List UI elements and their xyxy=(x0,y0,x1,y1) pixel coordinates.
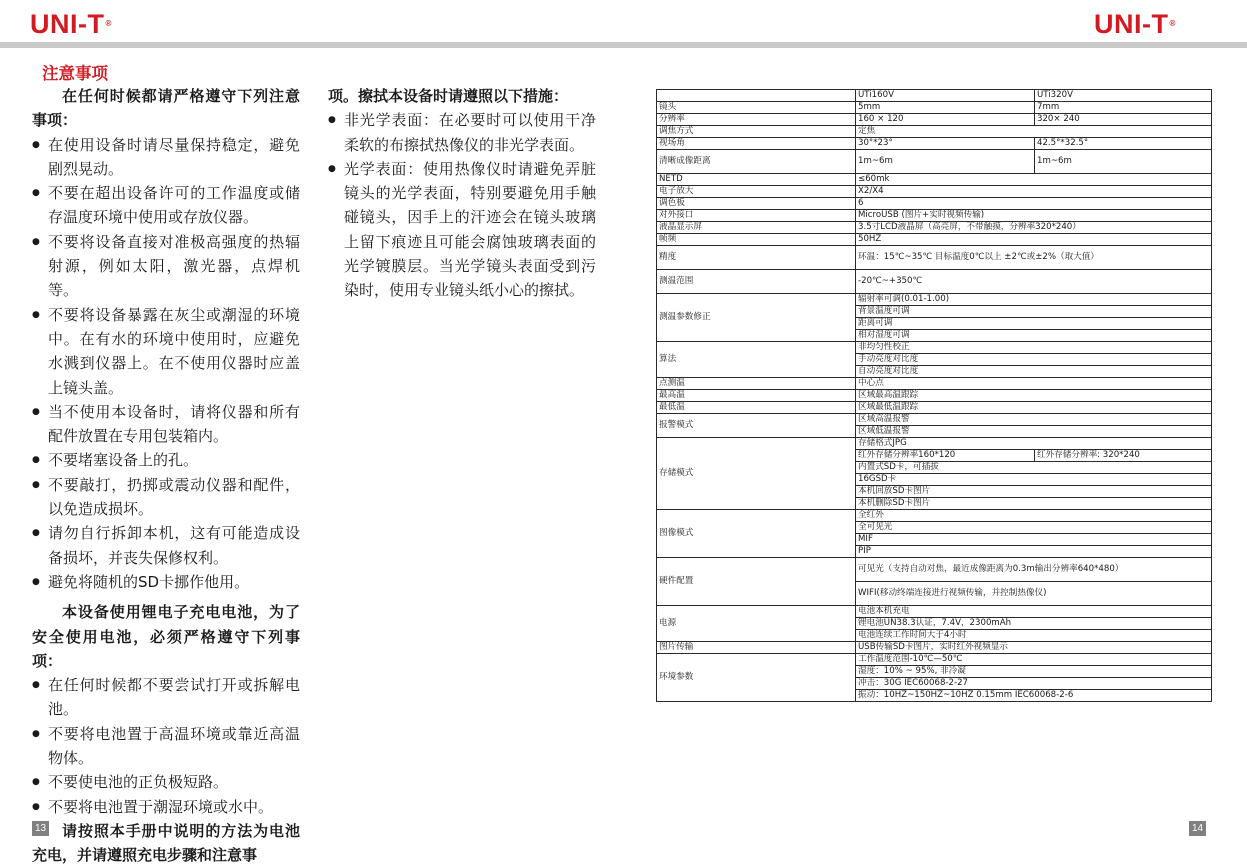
table-row xyxy=(657,186,1212,198)
table-cell: 最高温 xyxy=(657,390,856,402)
table-cell: 分辨率 xyxy=(657,114,856,126)
bullet-item: ● 不要将设备暴露在灰尘或潮湿的环境中。在有水的环境中使用时，应避免水溅到仪器上。在不使用仪器时应盖上镜头盖。 xyxy=(32,303,300,400)
bullet-item: ● 不要将电池置于高温环境或靠近高温物体。 xyxy=(32,722,300,771)
table-row xyxy=(657,270,1212,294)
table-cell: MIF xyxy=(856,534,1212,546)
table-cell: 算法 xyxy=(657,342,856,378)
table-cell: UTi320V xyxy=(1035,90,1212,102)
table-row xyxy=(657,606,1212,618)
table-cell: 电源 xyxy=(657,606,856,642)
table-cell: 距离可调 xyxy=(856,318,1212,330)
table-cell: 最低温 xyxy=(657,402,856,414)
table-cell: 区域最低温跟踪 xyxy=(856,402,1212,414)
table-row xyxy=(657,294,1212,306)
table-cell: 液晶显示屏 xyxy=(657,222,856,234)
table-cell: MicroUSB (图片+实时视频传输) xyxy=(856,210,1212,222)
table-row xyxy=(657,174,1212,186)
table-cell: 6 xyxy=(856,198,1212,210)
table-cell: 自动亮度对比度 xyxy=(856,366,1212,378)
table-cell: 湿度：10% ~ 95%, 非冷凝 xyxy=(856,666,1212,678)
bullet-item: ● 不要敲打，扔掷或震动仪器和配件，以免造成损坏。 xyxy=(32,473,300,522)
spec-table xyxy=(656,89,1212,702)
table-cell: 存储格式JPG xyxy=(856,438,1212,450)
table-cell: 红外存储分辨率160*120 xyxy=(856,450,1035,462)
table-cell: 对外接口 xyxy=(657,210,856,222)
table-cell: 存储模式 xyxy=(657,438,856,510)
table-cell: 本机回放SD卡图片 xyxy=(856,486,1212,498)
table-cell: 5mm xyxy=(856,102,1035,114)
table-cell: WIFI(移动终端连接进行视频传输，并控制热像仪) xyxy=(856,582,1212,606)
paragraph: 项。擦拭本设备时请遵照以下措施： xyxy=(328,87,569,105)
brand-logo-left: UNI-T® xyxy=(30,9,112,39)
table-row xyxy=(657,90,1212,102)
table-cell: 区域低温报警 xyxy=(856,426,1212,438)
table-cell: 16GSD卡 xyxy=(856,474,1212,486)
table-row xyxy=(657,378,1212,390)
page-number-left: 13 xyxy=(32,821,49,836)
table-row xyxy=(657,390,1212,402)
table-cell: 调色板 xyxy=(657,198,856,210)
table-cell: 本机删除SD卡图片 xyxy=(856,498,1212,510)
bullet-item: ● 在使用设备时请尽量保持稳定，避免剧烈晃动。 xyxy=(32,133,300,182)
text-column-2 xyxy=(328,84,596,303)
table-cell: X2/X4 xyxy=(856,186,1212,198)
table-cell: 电池连续工作时间大于4小时 xyxy=(856,630,1212,642)
table-cell: 测温参数修正 xyxy=(657,294,856,342)
bullet-item: ● 不要堵塞设备上的孔。 xyxy=(32,448,300,472)
table-row xyxy=(657,102,1212,114)
table-row xyxy=(657,210,1212,222)
bullet-item: ● 避免将随机的SD卡挪作他用。 xyxy=(32,570,300,594)
table-row xyxy=(657,234,1212,246)
table-row xyxy=(657,150,1212,174)
table-cell: 辐射率可调(0.01-1.00) xyxy=(856,294,1212,306)
table-row xyxy=(657,642,1212,654)
header-divider-bar xyxy=(0,42,1247,48)
bullet-item: ● 非光学表面：在必要时可以使用干净柔软的布擦拭热像仪的非光学表面。 xyxy=(328,108,596,157)
table-cell: 帧频 xyxy=(657,234,856,246)
bullet-item: ● 不要将电池置于潮湿环境或水中。 xyxy=(32,795,300,819)
table-cell: PIP xyxy=(856,546,1212,558)
table-row xyxy=(657,510,1212,522)
table-cell: -20℃~+350℃ xyxy=(856,270,1212,294)
table-cell: 320× 240 xyxy=(1035,114,1212,126)
paragraph: 请按照本手册中说明的方法为电池充电，并请遵照充电步骤和注意事 xyxy=(32,821,300,865)
table-cell: 160 × 120 xyxy=(856,114,1035,126)
table-cell: 清晰成像距离 xyxy=(657,150,856,174)
table-cell: 红外存储分辨率: 320*240 xyxy=(1035,450,1212,462)
table-cell: 中心点 xyxy=(856,378,1212,390)
table-cell: 图片传输 xyxy=(657,642,856,654)
table-cell: 视场角 xyxy=(657,138,856,150)
table-cell: 工作温度范围-10℃—50℃ xyxy=(856,654,1212,666)
table-cell: 环境参数 xyxy=(657,654,856,702)
table-row xyxy=(657,414,1212,426)
table-row xyxy=(657,246,1212,270)
table-cell: 定焦 xyxy=(856,126,1212,138)
table-cell: 区域高温报警 xyxy=(856,414,1212,426)
table-cell: 振动：10HZ~150HZ~10HZ 0.15mm IEC60068-2-6 xyxy=(856,690,1212,702)
table-cell: 内置式SD卡，可插拔 xyxy=(856,462,1212,474)
bullet-item: ● 光学表面：使用热像仪时请避免弄脏镜头的光学表面，特别要避免用手触碰镜头，因手上的汗迹会在镜头玻璃上留下痕迹且可能会腐蚀玻璃表面的光学镀膜层。当光学镜头表面受到污染时，使用专业镜头纸小心的擦拭。 xyxy=(328,157,596,303)
table-cell: 1m~6m xyxy=(856,150,1035,174)
table-cell: 可见光（支持自动对焦，最近成像距离为0.3m输出分辨率640*480） xyxy=(856,558,1212,582)
table-row xyxy=(657,198,1212,210)
table-row xyxy=(657,558,1212,582)
table-cell: 42.5°*32.5° xyxy=(1035,138,1212,150)
table-cell: 测温范围 xyxy=(657,270,856,294)
table-cell: 1m~6m xyxy=(1035,150,1212,174)
table-cell xyxy=(657,90,856,102)
page-title: 注意事项 xyxy=(42,64,108,83)
table-row xyxy=(657,438,1212,450)
table-row xyxy=(657,654,1212,666)
paragraph: 在任何时候都请严格遵守下列注意事项： xyxy=(32,87,300,130)
table-cell: 相对湿度可调 xyxy=(856,330,1212,342)
table-cell: 镜头 xyxy=(657,102,856,114)
table-cell: 锂电池UN38.3认证，7.4V，2300mAh xyxy=(856,618,1212,630)
table-cell: 冲击：30G IEC60068-2-27 xyxy=(856,678,1212,690)
table-cell: 手动亮度对比度 xyxy=(856,354,1212,366)
table-cell: 图像模式 xyxy=(657,510,856,558)
table-row xyxy=(657,222,1212,234)
bullet-item: ● 不要在超出设备许可的工作温度或储存温度环境中使用或存放仪器。 xyxy=(32,181,300,230)
table-row xyxy=(657,126,1212,138)
bullet-item: ● 当不使用本设备时，请将仪器和所有配件放置在专用包装箱内。 xyxy=(32,400,300,449)
table-cell: 报警模式 xyxy=(657,414,856,438)
table-cell: NETD xyxy=(657,174,856,186)
table-cell: 硬件配置 xyxy=(657,558,856,606)
table-cell: 全红外 xyxy=(856,510,1212,522)
bullet-item: ● 在任何时候都不要尝试打开或拆解电池。 xyxy=(32,673,300,722)
table-cell: 电子放大 xyxy=(657,186,856,198)
table-cell: 3.5寸LCD液晶屏（高亮屏，不带触摸，分辨率320*240） xyxy=(856,222,1212,234)
table-cell: 精度 xyxy=(657,246,856,270)
table-cell: 点测温 xyxy=(657,378,856,390)
table-cell: 背景温度可调 xyxy=(856,306,1212,318)
paragraph: 本设备使用锂电子充电电池，为了安全使用电池，必须严格遵守下列事项： xyxy=(32,603,300,670)
table-cell: 区域最高温跟踪 xyxy=(856,390,1212,402)
brand-logo-right: UNI-T® xyxy=(1094,9,1176,39)
table-row xyxy=(657,138,1212,150)
table-row xyxy=(657,402,1212,414)
text-column-1 xyxy=(32,84,300,868)
table-cell: ≤60mk xyxy=(856,174,1212,186)
table-row xyxy=(657,342,1212,354)
page-number-right: 14 xyxy=(1189,821,1206,836)
bullet-item: ● 不要将设备直接对准极高强度的热辐射源，例如太阳，激光器，点焊机等。 xyxy=(32,230,300,303)
table-cell: 调焦方式 xyxy=(657,126,856,138)
table-row xyxy=(657,114,1212,126)
table-cell: 电池本机充电 xyxy=(856,606,1212,618)
table-cell: UTi160V xyxy=(856,90,1035,102)
table-cell: 30°*23° xyxy=(856,138,1035,150)
table-cell: 7mm xyxy=(1035,102,1212,114)
table-cell: 非均匀性校正 xyxy=(856,342,1212,354)
bullet-item: ● 请勿自行拆卸本机，这有可能造成设备损坏，并丧失保修权利。 xyxy=(32,521,300,570)
bullet-item: ● 不要使电池的正负极短路。 xyxy=(32,770,300,794)
table-cell: 全可见光 xyxy=(856,522,1212,534)
table-cell: USB传输SD卡图片，实时红外视频显示 xyxy=(856,642,1212,654)
table-cell: 环温：15℃~35℃ 目标温度0℃以上 ±2℃或±2%（取大值） xyxy=(856,246,1212,270)
table-cell: 50HZ xyxy=(856,234,1212,246)
